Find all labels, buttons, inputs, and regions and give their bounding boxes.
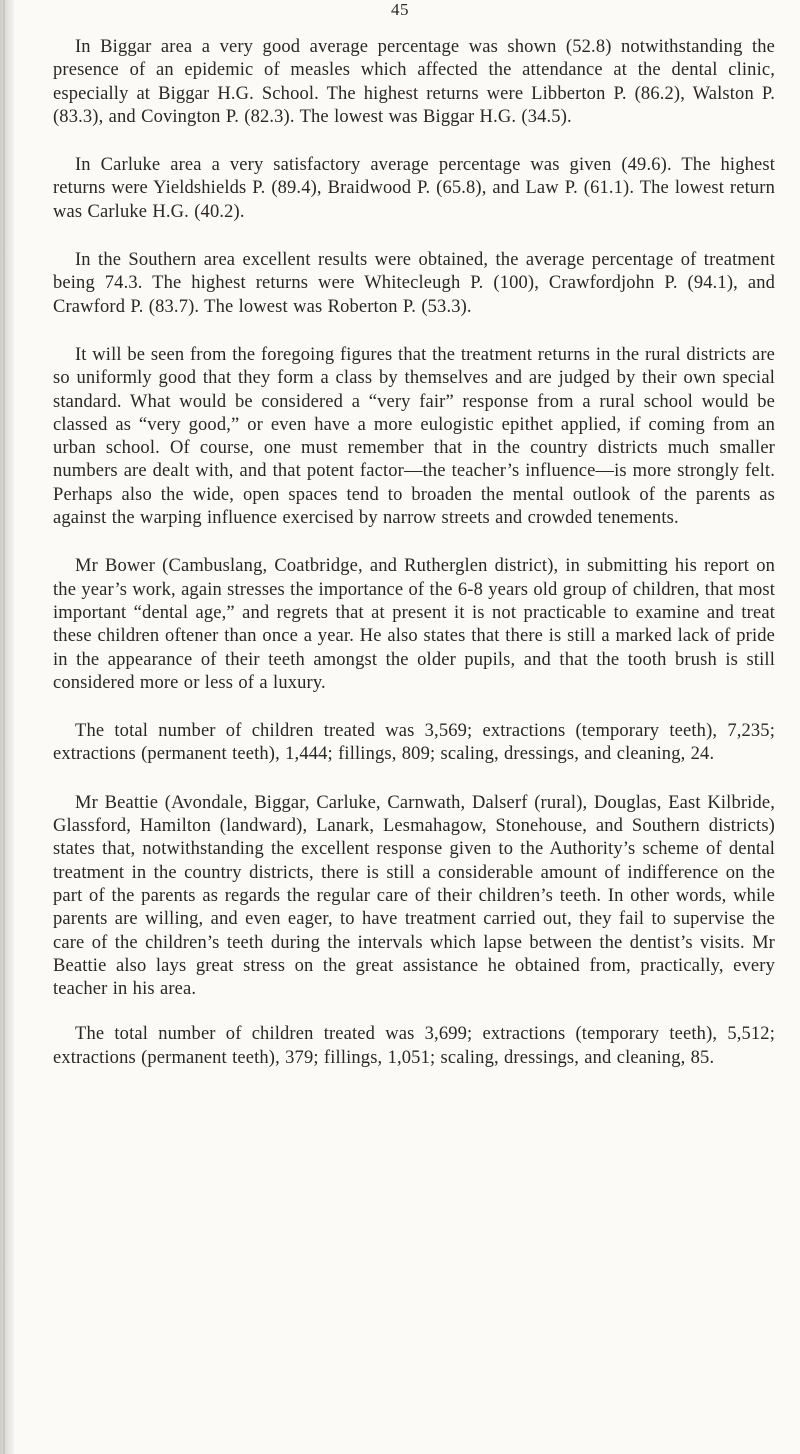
paragraph-southern-area: In the Southern area excellent results were obtained, the average percentage of treatment being 74.3. The highest returns were Whitecleugh P. (100), Crawfordjohn P. (94.1), and Crawford P. (83.7). The lowest was Roberton P. (53.3). bbox=[53, 250, 775, 317]
document-body bbox=[53, 36, 775, 1095]
paragraph-beattie-totals: The total number of children treated was 3,699; extractions (temporary teeth), 5,512; extractions (permanent teeth), 379; fillings, 1,051; scaling, dressings, and cleaning, 85. bbox=[53, 1024, 775, 1068]
paragraph-biggar-area: In Biggar area a very good average percentage was shown (52.8) notwithstanding the presence of an epidemic of measles which affected the attendance at the dental clinic, especially at Biggar H.G. School. The highest returns were Libberton P. (86.2), Walston P. (83.3), and Covington P. (82.3). The lowest was Biggar H.G. (34.5). bbox=[53, 37, 775, 127]
paragraph-rural-districts-commentary: It will be seen from the foregoing figures that the treatment returns in the rural districts are so uniformly good that they form a class by themselves and are judged by their own special standard. What would be considered a “very fair” response from a rural school would be classed as “very good,” or even have a more eulogistic epithet applied, if coming from an urban school. Of course, one must remember that in the country districts much smaller numbers are dealt with, and that potent factor—the teacher’s influence—is more strongly felt. Perhaps also the wide, open spaces tend to broaden the mental outlook of the parents as against the warping influence exercised by narrow streets and crowded tenements. bbox=[53, 344, 775, 529]
paragraph-mr-bower-report: Mr Bower (Cambuslang, Coatbridge, and Rutherglen district), in submitting his report on the year’s work, again stresses the importance of the 6-8 years old group of children, that most important “dental age,” and regrets that at present it is not practicable to examine and treat these children oftener than once a year. He also states that there is still a marked lack of pride in the appearance of their teeth amongst the older pupils, and that the tooth brush is still considered more or less of a luxury. bbox=[53, 556, 775, 693]
page-binding-edge bbox=[0, 0, 14, 1454]
paragraph-mr-beattie-report: Mr Beattie (Avondale, Biggar, Carluke, Carnwath, Dalserf (rural), Douglas, East Kilbride, Glassford, Hamilton (landward), Lanark, Lesmahagow, Stonehouse, and Southern districts) states that, notwithstanding the excellent response given to the Authority’s scheme of dental treatment in the country districts, there is still a considerable amount of indifference on the part of the parents as regards the regular care of their children’s teeth. In other words, while parents are willing, and even eager, to have treatment carried out, they fail to supervise the care of the children’s teeth during the intervals which lapse between the dentist’s visits. Mr Beattie also lays great stress on the great assistance he obtained from, practically, every teacher in his area. bbox=[53, 792, 775, 1000]
paragraph-bower-totals: The total number of children treated was 3,569; extractions (temporary teeth), 7,235; extractions (permanent teeth), 1,444; fillings, 809; scaling, dressings, and cleaning, 24. bbox=[53, 721, 775, 765]
paragraph-carluke-area: In Carluke area a very satisfactory average percentage was given (49.6). The highest returns were Yieldshields P. (89.4), Braidwood P. (65.8), and Law P. (61.1). The lowest return was Carluke H.G. (40.2). bbox=[53, 155, 775, 222]
page-number: 45 bbox=[391, 0, 409, 19]
binding-shadow-line bbox=[3, 0, 5, 1454]
